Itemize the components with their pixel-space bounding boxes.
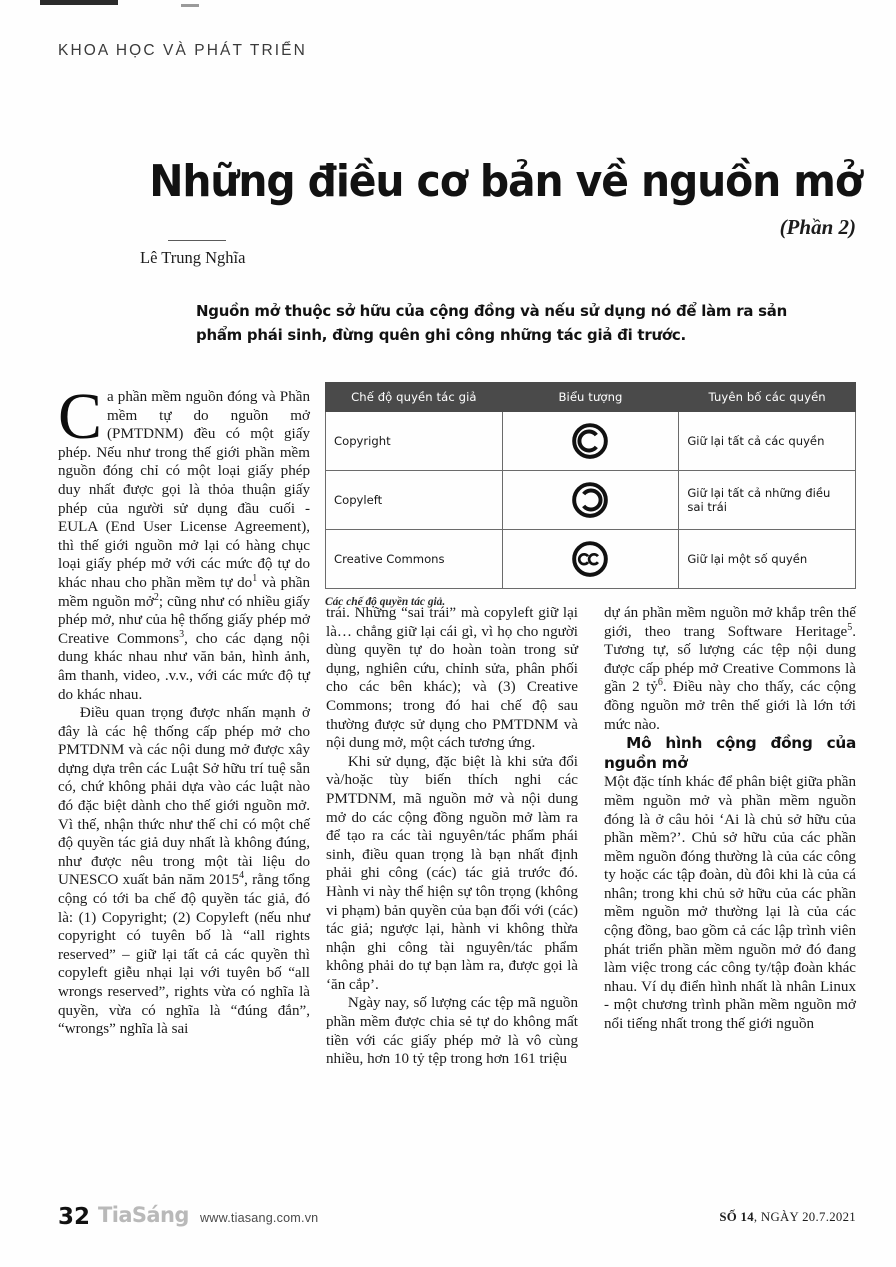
running-head: KHOA HỌC VÀ PHÁT TRIỂN [58, 42, 307, 59]
body-column-3 [604, 604, 856, 1034]
issue-info [719, 1210, 856, 1225]
paragraph-text: Điều quan trọng được nhấn mạnh ở đây là các hệ thống cấp phép mở cho PMTDNM và các nội dung mở được xây dựng dựa trên các Luật Sở hữu trí tuệ sẵn có, chứ không phải dựa vào các luật nào đó đặc biệt dành cho thế giới nguồn mở. Vì thế, nhận thức như thế chỉ có một chế độ quyền tác giả duy nhất là không đúng, như được nêu trong một tài liệu do UNESCO xuất bản năm 2015 [58, 705, 310, 889]
crop-mark-right [181, 4, 199, 7]
table-header-declaration: Tuyên bố các quyền [679, 383, 856, 412]
paragraph-text: . Điều này cho thấy, các cộng đồng nguồn mở trên thế giới là lớn tới mức nào. [604, 679, 856, 733]
headline-block [96, 156, 862, 240]
paragraph: trái. Những “sai trái” mà copyleft giữ lại là… chẳng giữ lại cái gì, vì họ cho người dùng quyền tự do hoàn toàn trong sử dụng, nghiên cứu, chỉnh sửa, phân phối cho các bên khác); và (3) Creative Commons; trong đó hai chế độ sau thường được sử dụng cho PMTDNM và nội dung mở, một cách tương ứng. [326, 605, 578, 752]
footnote-ref-4: 4 [239, 870, 245, 882]
copyleft-icon [571, 481, 609, 519]
paragraph-text: ; cũng như có nhiều giấy phép mở, như của hệ thống giấy phép mở Creative Commons [58, 593, 310, 647]
paragraph [58, 704, 310, 1039]
footnote-ref-3: 3 [179, 628, 185, 640]
footnote-ref-5: 5 [847, 621, 853, 633]
rights-table [325, 382, 856, 589]
table-header-mode: Chế độ quyền tác giả [326, 383, 503, 412]
paragraph [58, 380, 310, 704]
paragraph: Ngày nay, số lượng các tệp mã nguồn phần mềm được chia sẻ tự do không mất tiền với các giấy phép mở là vô cùng nhiều, hơn 10 tỷ tệp trong hơn 161 triệu [326, 995, 578, 1068]
page-title: Những điều cơ bản về nguồn mở [149, 156, 862, 207]
paragraph-text: a phần mềm nguồn đóng và Phần mềm tự do nguồn mở (PMTDNM) đều có một giấy phép. Nếu như trong thế giới phần mềm nguồn đóng chỉ có một loại giấy phép duy nhất được gọi là thỏa thuận giấy phép của người sử dụng đầu cuối - EULA (End User License Agreement), thì thế giới nguồn mở lại có hàng chục loại giấy phép mở với các mức độ tự do khác nhau cho phần mềm tự do [58, 389, 310, 591]
standfirst: Nguồn mở thuộc sở hữu của cộng đồng và nếu sử dụng nó để làm ra sản phẩm phái sinh, đừng quên ghi công những tác giả đi trước. [196, 302, 787, 344]
byline: Lê Trung Nghĩa [140, 248, 246, 267]
table-caption: Các chế độ quyền tác giả. [325, 596, 446, 608]
paragraph [604, 604, 856, 734]
drop-cap: C [58, 380, 103, 453]
table-cell-mode: Copyleft [326, 471, 503, 530]
table-row [326, 471, 856, 530]
paragraph-text: , rằng tổng cộng có tới ba chế độ quyền tác giả, đó là: (1) Copyright; (2) Copyleft (nếu như copyright có tuyên bố là “all rights reserved” – giữ lại tất cả các quyền thì copyleft giễu nhại lại với tuyên bố “all wrongs reserved”, rights vừa có nghĩa là quyền, vừa có nghĩa là “đúng đắn”, “wrongs” nghĩa là sai [58, 872, 310, 1038]
body-column-1 [58, 380, 310, 1039]
issue-number: SỐ 14 [719, 1210, 754, 1224]
table-cell-mode: Copyright [326, 412, 503, 471]
paragraph-text: , cho các dạng nội dung khác nhau như văn bản, hình ảnh, âm thanh, video, .v.v., với các mức độ tự do khác nhau. [58, 630, 310, 703]
footnote-ref-2: 2 [153, 591, 159, 603]
paragraph: Một đặc tính khác để phân biệt giữa phần mềm nguồn mở và phần mềm nguồn đóng là ở câu hỏi ‘Ai là chủ sở hữu của phần mềm?’. Chủ sở hữu của các phần mềm nguồn đóng thường là của các công ty hoặc các tập đoàn, dù đôi khi là của cá nhân; trong khi chủ sở hữu của các phần mềm nguồn mở thường lại là của các cộng đồng, bao gồm cả các lập trình viên phát triển phần mềm nguồn mở đó đang làm việc trong các công ty/tập đoàn khác nhau. Ví dụ điển hình nhất là nhân Linux - một chương trình phần mềm nguồn mở nổi tiếng nhất trong thế giới nguồn [604, 774, 856, 1033]
copyright-icon [571, 422, 609, 460]
paragraph-text: và phần mềm nguồn mở [58, 574, 310, 610]
footnote-ref-6: 6 [657, 677, 663, 689]
rights-table-block [325, 382, 856, 608]
paragraph-text: . Tương tự, số lượng các tệp nội dung được cấp phép mở Creative Commons là gần 2 tỷ [604, 623, 856, 696]
table-header-symbol: Biểu tượng [502, 383, 679, 412]
table-row [326, 412, 856, 471]
table-header-row [326, 383, 856, 412]
paragraph-text: dự án phần mềm nguồn mở khắp trên thế giới, theo trang Software Heritage [604, 605, 856, 640]
table-cell-symbol [502, 412, 679, 471]
paragraph: Khi sử dụng, đặc biệt là khi sửa đổi và/hoặc tùy biến thích nghi các PMTDNM, mã nguồn mở và nội dung mở do các cộng đồng nguồn mở làm ra để tạo ra các tài nguyên/tác phẩm phái sinh, điều quan trọng là bạn nhất định phải ghi công (các) tác giả trước đó. Hành vi này thể hiện sự tôn trọng (không vi phạm) bản quyền của bạn đối với (các) tác giả; ngược lại, hành vi không thừa nhận ghi công tài nguyên/tác phẩm không phải do tự bạn làm ra, được gọi là ‘ăn cắp’. [326, 753, 578, 993]
table-row [326, 530, 856, 589]
byline-rule [168, 240, 226, 241]
tiasang-logo: TiaSáng [98, 1203, 189, 1227]
page-number: 32 [58, 1204, 91, 1230]
body-column-2 [326, 604, 578, 1069]
table-cell-symbol [502, 530, 679, 589]
table-cell-symbol [502, 471, 679, 530]
section-subheading: Mô hình cộng đồng của nguồn mở [604, 734, 856, 772]
table-cell-mode: Creative Commons [326, 530, 503, 589]
crop-mark-left [40, 0, 118, 5]
website-url: www.tiasang.com.vn [200, 1211, 319, 1225]
part-label: (Phần 2) [779, 214, 856, 239]
issue-date: , NGÀY 20.7.2021 [753, 1210, 856, 1224]
table-cell-declaration: Giữ lại tất cả các quyền [679, 412, 856, 471]
table-cell-declaration: Giữ lại một số quyền [679, 530, 856, 589]
creative-commons-icon [571, 540, 609, 578]
table-cell-declaration: Giữ lại tất cả những điều sai trái [679, 471, 856, 530]
footnote-ref-1: 1 [252, 572, 258, 584]
